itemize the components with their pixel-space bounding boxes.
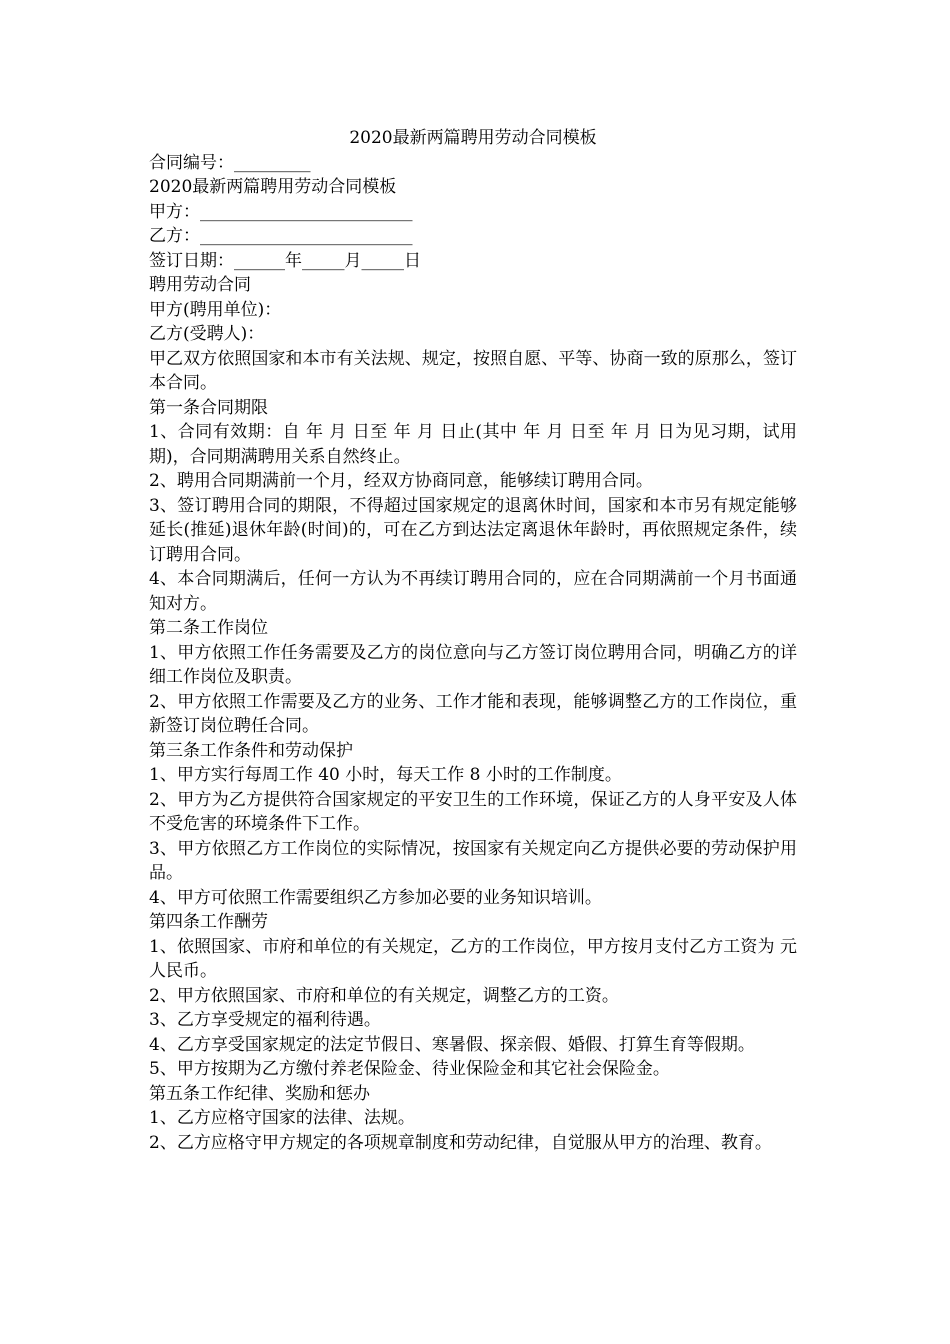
- section-heading: 第三条工作条件和劳动保护: [149, 740, 353, 761]
- section-item: 2、甲方依照工作需要及乙方的业务、工作才能和表现，能够调整乙方的工作岗位，重新签订岗位聘任合同。: [149, 691, 797, 736]
- contract-heading: 聘用劳动合同: [149, 275, 251, 295]
- section-item: 1、甲方依照工作任务需要及乙方的岗位意向与乙方签订岗位聘用合同，明确乙方的详细工作岗位及职责。: [149, 642, 797, 687]
- section-item: 3、签订聘用合同的期限，不得超过国家规定的退离休时间，国家和本市另有规定能够延长(推延)退休年龄(时间)的，可在乙方到达法定离退休年龄时，再依照规定条件，续订聘用合同。: [149, 495, 797, 565]
- section-item: 5、甲方按期为乙方缴付养老保险金、待业保险金和其它社会保险金。: [149, 1059, 670, 1079]
- section-item: 1、合同有效期：自 年 月 日至 年 月 日止(其中 年 月 日至 年 月 日为见习期，试用期)，合同期满聘用关系自然终止。: [149, 422, 797, 467]
- section-item: 2、甲方为乙方提供符合国家规定的平安卫生的工作环境，保证乙方的人身平安及人体不受危害的环境条件下工作。: [149, 789, 797, 834]
- section-item: 2、乙方应格守甲方规定的各项规章制度和劳动纪律，自觉服从甲方的治理、教育。: [149, 1132, 772, 1153]
- document-title: 2020最新两篇聘用劳动合同模板: [349, 128, 597, 148]
- section-heading: 第四条工作酬劳: [149, 912, 268, 932]
- section-item: 4、乙方享受国家规定的法定节假日、寒暑假、探亲假、婚假、打算生育等假期。: [149, 1034, 755, 1055]
- employee-line: 乙方(受聘人)：: [149, 324, 265, 344]
- section-item: 1、甲方实行每周工作 40 小时，每天工作 8 小时的工作制度。: [149, 765, 622, 785]
- section-item: 2、聘用合同期满前一个月，经双方协商同意，能够续订聘用合同。: [149, 471, 653, 491]
- section-heading: 第五条工作纪律、奖励和惩办: [149, 1083, 370, 1104]
- employer-line: 甲方(聘用单位)：: [149, 299, 282, 320]
- section-item: 4、本合同期满后，任何一方认为不再续订聘用合同的，应在合同期满前一个月书面通知对方。: [149, 569, 797, 614]
- section-item: 1、依照国家、市府和单位的有关规定，乙方的工作岗位，甲方按月支付乙方工资为 元人民币。: [149, 936, 797, 981]
- section-item: 4、甲方可依照工作需要组织乙方参加必要的业务知识培训。: [149, 887, 602, 908]
- party-b-line: 乙方：_________________________: [149, 226, 413, 246]
- section-item: 3、乙方享受规定的福利待遇。: [149, 1010, 381, 1030]
- contract-number-line: 合同编号：_________: [149, 152, 311, 173]
- section-heading: 第二条工作岗位: [149, 618, 268, 638]
- subtitle-line: 2020最新两篇聘用劳动合同模板: [149, 177, 397, 197]
- document-body: [149, 126, 797, 1155]
- section-item: 2、甲方依照国家、市府和单位的有关规定，调整乙方的工资。: [149, 985, 619, 1006]
- party-a-line: 甲方：_________________________: [149, 201, 413, 222]
- section-item: 3、甲方依照乙方工作岗位的实际情况，按国家有关规定向乙方提供必要的劳动保护用品。: [149, 838, 797, 883]
- section-heading: 第一条合同期限: [149, 397, 268, 418]
- section-item: 1、乙方应格守国家的法律、法规。: [149, 1108, 415, 1128]
- intro-paragraph: 甲乙双方依照国家和本市有关法规、规定，按照自愿、平等、协商一致的原那么，签订本合同。: [149, 348, 797, 393]
- signing-date-line: 签订日期：______年_____月_____日: [149, 250, 421, 271]
